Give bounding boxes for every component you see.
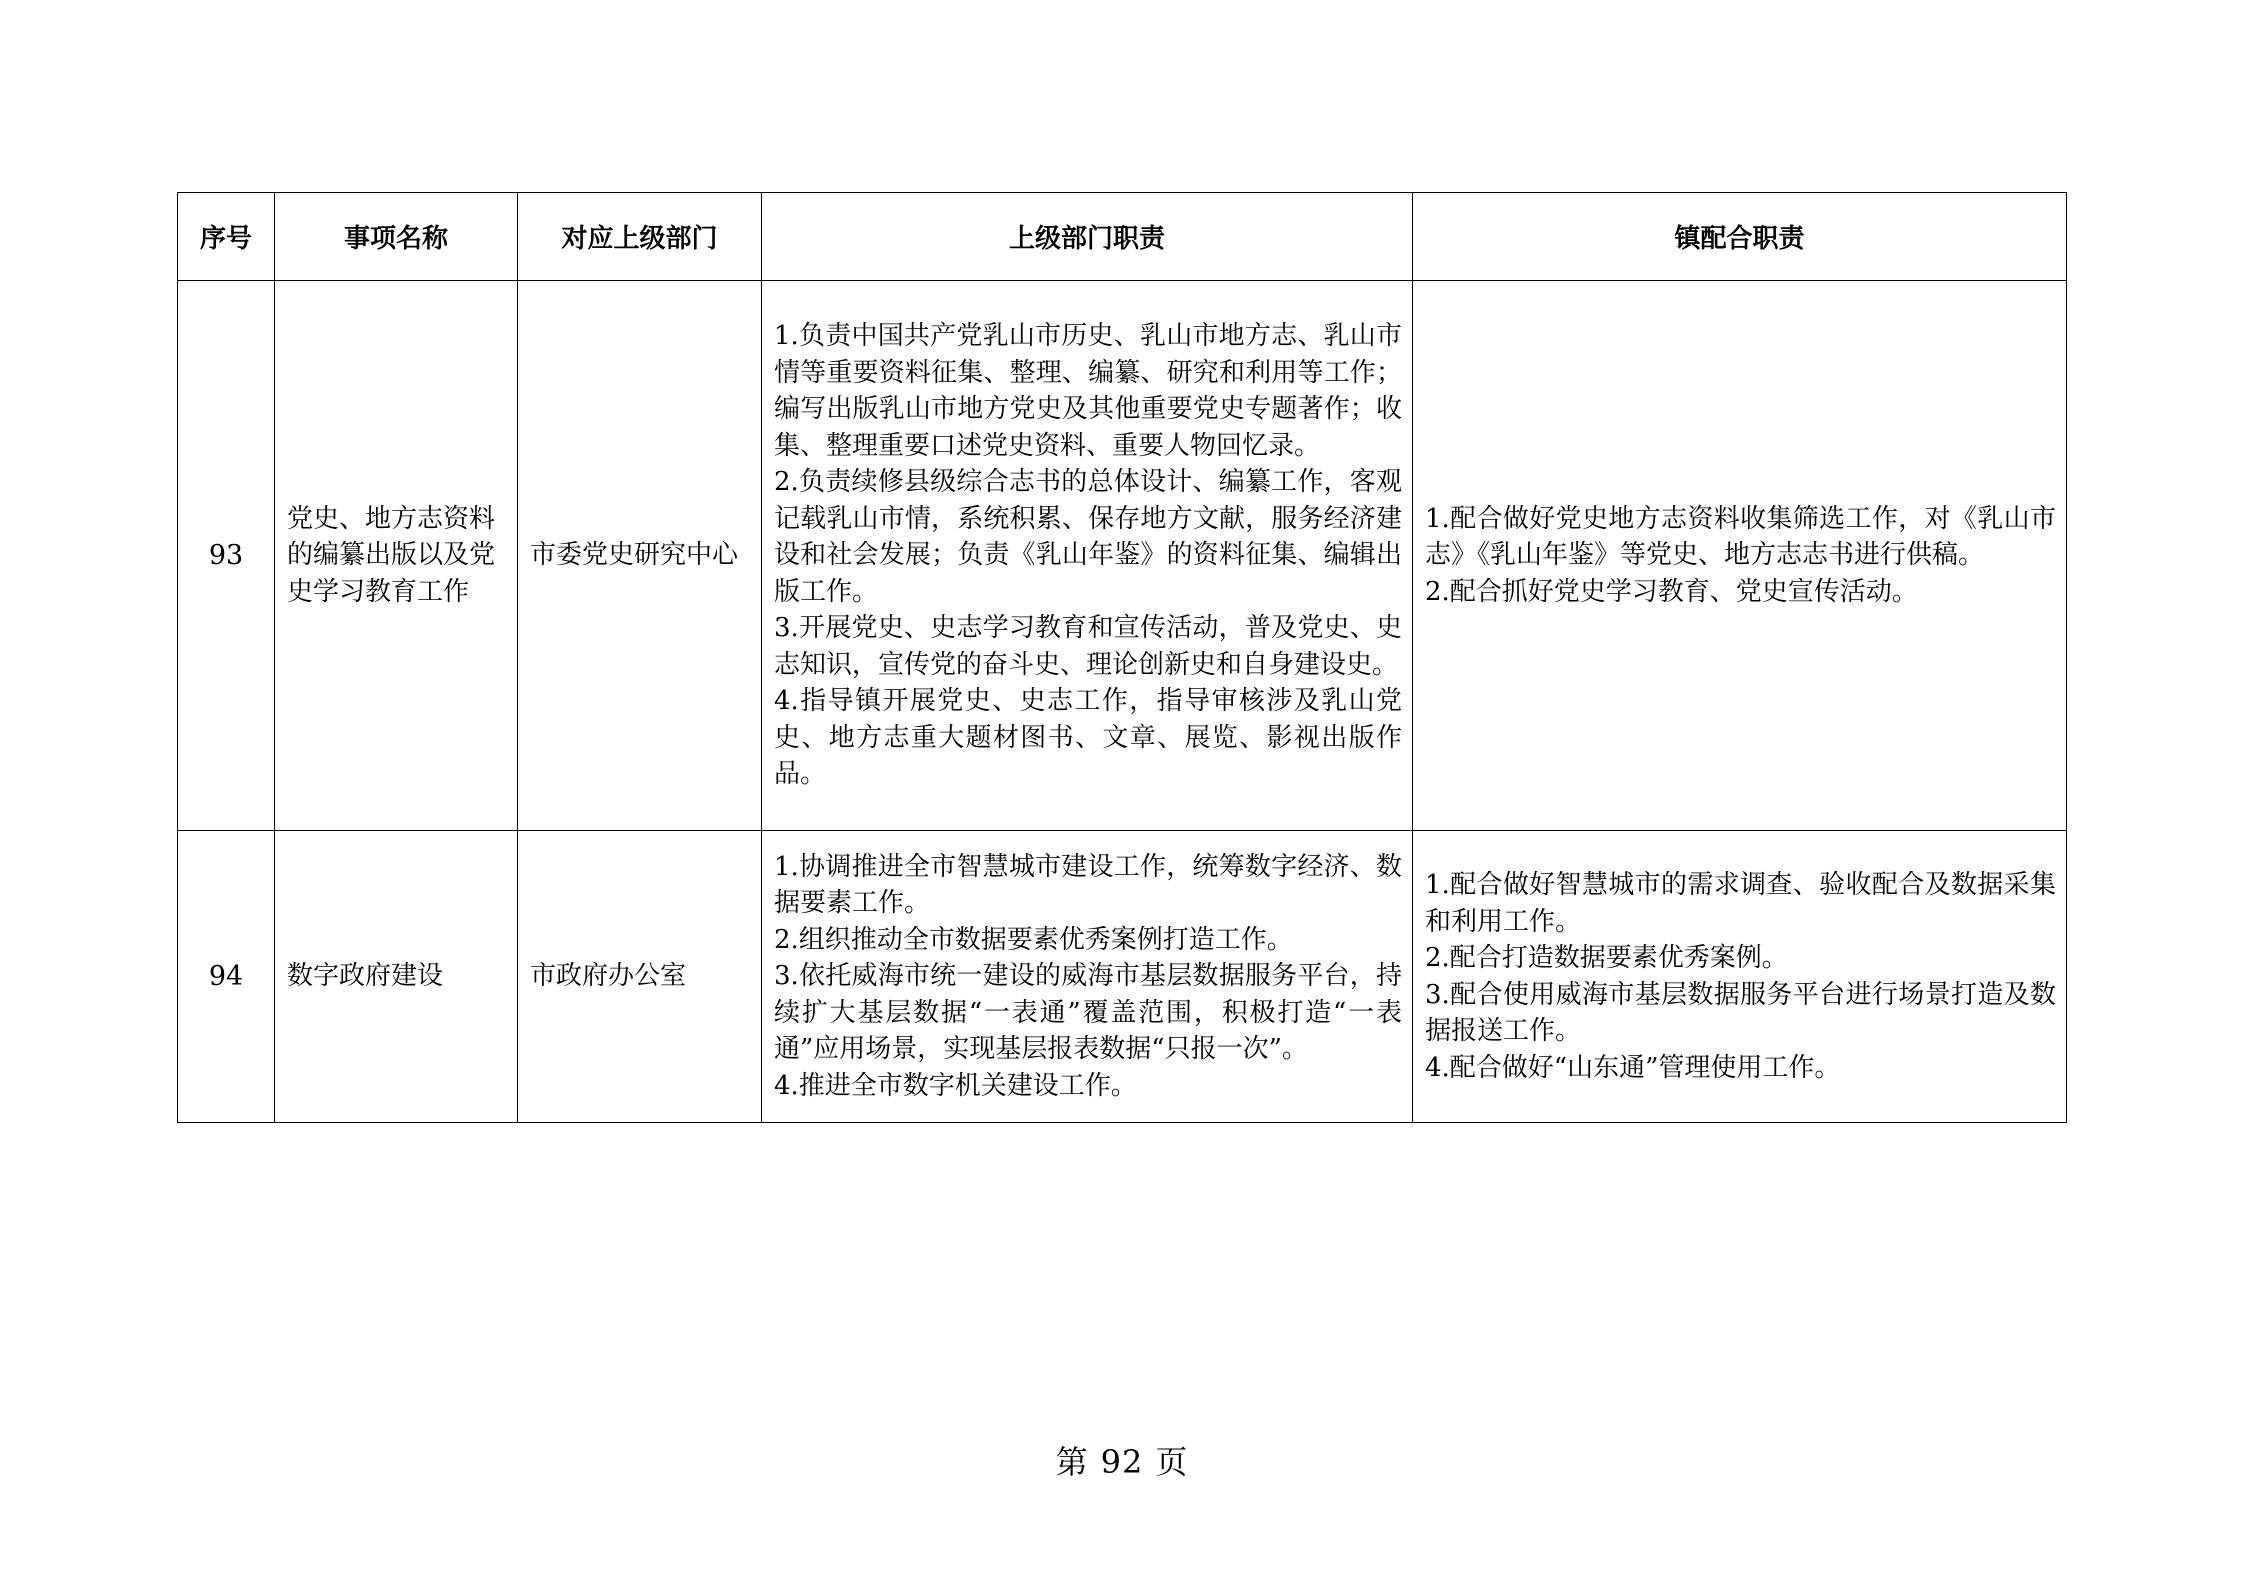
header-town-duties: 镇配合职责: [1413, 193, 2067, 281]
duty-item: 1.负责中国共产党乳山市历史、乳山市地方志、乳山市情等重要资料征集、整理、编纂、研究和利用等工作；编写出版乳山市地方党史及其他重要党史专题著作；收集、整理重要口述党史资料、重要人物回忆录。: [774, 321, 1402, 461]
row-town-duties: [1413, 831, 2067, 1123]
page-number: 92: [1100, 1443, 1144, 1481]
duty-item: 2.负责续修县级综合志书的总体设计、编纂工作，客观记载乳山市情，系统积累、保存地方文献，服务经济建设和社会发展；负责《乳山年鉴》的资料征集、编辑出版工作。: [774, 467, 1402, 607]
row-upper-duties: [762, 281, 1413, 831]
row-upper-dept: 市委党史研究中心: [518, 281, 762, 831]
header-upper-duties: 上级部门职责: [762, 193, 1413, 281]
table-header-row: [178, 193, 2067, 281]
row-seq: 93: [178, 281, 275, 831]
row-town-duties: [1413, 281, 2067, 831]
duty-table: [177, 192, 2067, 1123]
page-prefix: 第: [1055, 1443, 1089, 1481]
row-item-name: 党史、地方志资料的编纂出版以及党史学习教育工作: [275, 281, 518, 831]
header-item-name: 事项名称: [275, 193, 518, 281]
row-seq: 94: [178, 831, 275, 1123]
duty-item: 4.指导镇开展党史、史志工作，指导审核涉及乳山党史、地方志重大题材图书、文章、展览、影视出版作品。: [774, 686, 1402, 790]
duty-item: 3.依托威海市统一建设的威海市基层数据服务平台，持续扩大基层数据“一表通”覆盖范围，积极打造“一表通”应用场景，实现基层报表数据“只报一次”。: [774, 961, 1402, 1065]
duty-item: 3.配合使用威海市基层数据服务平台进行场景打造及数据报送工作。: [1425, 979, 2056, 1046]
duty-item: 4.推进全市数字机关建设工作。: [774, 1070, 1137, 1101]
row-item-name: 数字政府建设: [275, 831, 518, 1123]
duty-item: 2.配合打造数据要素优秀案例。: [1425, 943, 1788, 973]
page-suffix: 页: [1155, 1443, 1189, 1481]
duty-item: 2.配合抓好党史学习教育、党史宣传活动。: [1425, 576, 1918, 607]
row-upper-duties: [762, 831, 1413, 1123]
header-upper-dept: 对应上级部门: [518, 193, 762, 281]
duty-item: 2.组织推动全市数据要素优秀案例打造工作。: [774, 924, 1293, 955]
duty-item: 3.开展党史、史志学习教育和宣传活动，普及党史、史志知识，宣传党的奋斗史、理论创新史和自身建设史。: [774, 613, 1402, 680]
page-number-footer: [0, 1437, 2244, 1483]
header-seq: 序号: [178, 193, 275, 281]
table-row: [178, 281, 2067, 831]
duty-item: 1.配合做好党史地方志资料收集筛选工作，对《乳山市志》《乳山年鉴》等党史、地方志志书进行供稿。: [1425, 503, 2056, 571]
duty-item: 1.协调推进全市智慧城市建设工作，统筹数字经济、数据要素工作。: [774, 851, 1402, 919]
duty-item: 4.配合做好“山东通”管理使用工作。: [1425, 1052, 1841, 1083]
table-row: [178, 831, 2067, 1123]
duty-item: 1.配合做好智慧城市的需求调查、验收配合及数据采集和利用工作。: [1425, 870, 2056, 937]
row-upper-dept: 市政府办公室: [518, 831, 762, 1123]
